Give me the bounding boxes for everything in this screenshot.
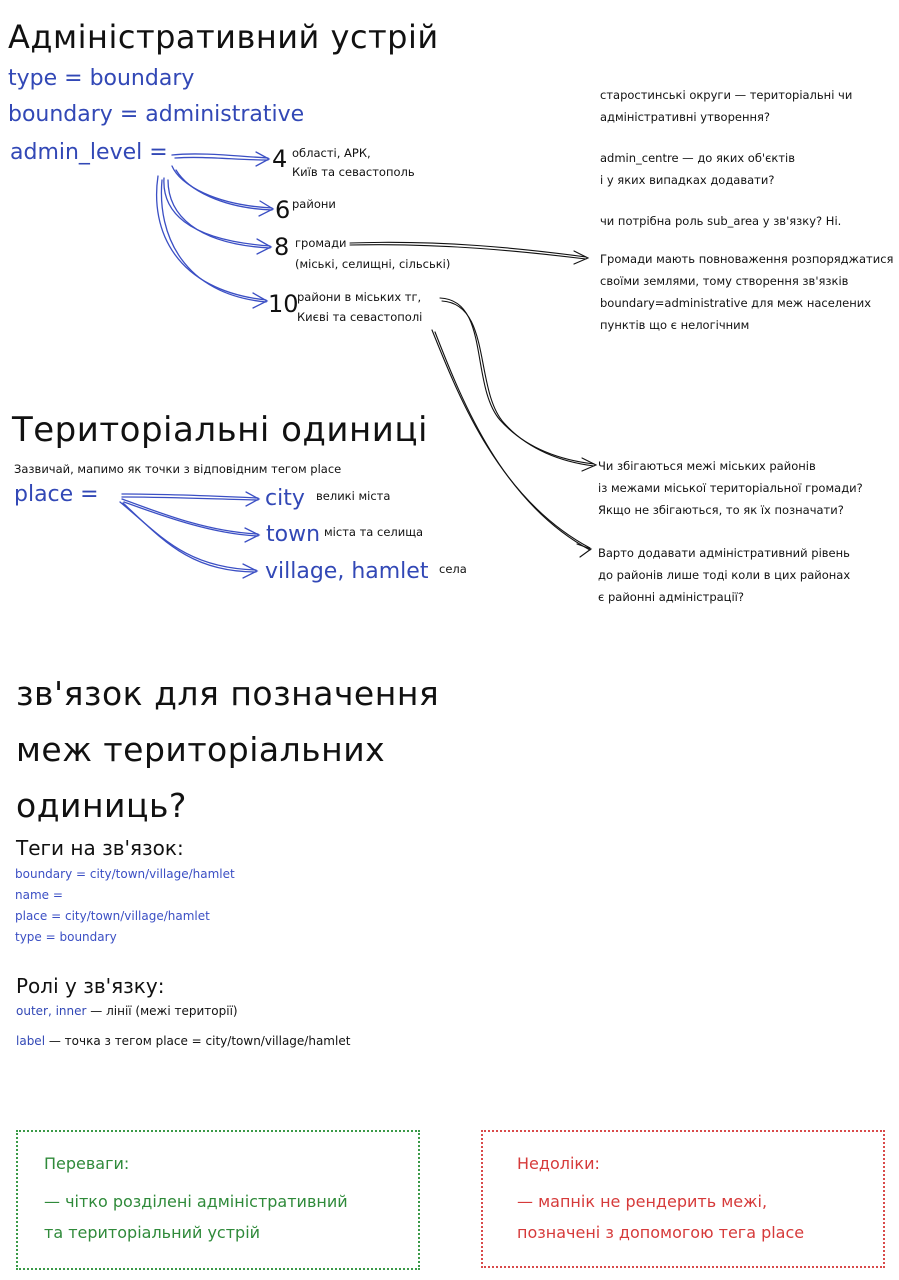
tags-heading: Теги на зв'язок:	[16, 836, 184, 860]
tag-place: place =	[14, 482, 99, 507]
level-10-desc: райони в міських тг, Києві та севастополі	[297, 290, 423, 324]
arrow-place-town	[122, 499, 258, 534]
arrow-admin-level-8	[164, 178, 270, 246]
place-city: city	[265, 486, 305, 511]
territorial-subtitle: Зазвичай, мапимо як точки з відповідним тегом place	[14, 462, 342, 476]
pros-title: Переваги:	[44, 1154, 130, 1173]
arrow-districts-note2	[432, 330, 590, 548]
admin-title: Адміністративний устрій	[8, 18, 439, 56]
territorial-title: Територіальні одиниці	[12, 410, 428, 450]
role-label: label — точка з тегом place = city/town/village/hamlet	[16, 1034, 351, 1048]
arrow-districts-note1	[440, 298, 594, 464]
place-village: village, hamlet	[265, 559, 429, 584]
cons-title: Недоліки:	[517, 1154, 600, 1173]
arrow-admin-level-10	[157, 176, 266, 300]
roles-heading: Ролі у зв'язку:	[16, 974, 165, 998]
note-city-districts: Чи збігаються межі міських районів із межами міської територіальної громади? Якщо не збігаються, то як їх позначати?	[598, 459, 863, 517]
relation-title-line3: одиниць?	[16, 786, 187, 825]
level-8: 8	[274, 233, 290, 261]
place-town-desc: міста та селища	[324, 525, 424, 539]
tag-boundary: boundary = administrative	[8, 102, 305, 127]
level-10: 10	[268, 290, 299, 318]
note-sub-area: чи потрібна роль sub_area у зв'язку? Ні.	[600, 214, 842, 228]
role-outer-inner: outer, inner — лінії (межі території)	[16, 1004, 238, 1018]
relation-title-line1: зв'язок для позначення	[16, 674, 440, 713]
relation-title-line2: меж територіальних	[16, 730, 386, 769]
level-6: 6	[275, 196, 291, 224]
note-admin-centre: admin_centre — до яких об'єктів і у яких випадках додавати?	[600, 151, 796, 187]
level-4-desc: області, АРК, Київ та севастополь	[292, 146, 415, 179]
note-starostynski: старостинські округи — територіальні чи адміністративні утворення?	[600, 88, 853, 124]
level-6-desc: райони	[292, 197, 336, 211]
place-city-desc: великі міста	[316, 489, 391, 503]
arrow-place-village	[120, 502, 256, 570]
pros-text: — чітко розділені адміністративний та територіальний устрій	[44, 1192, 348, 1242]
note-district-admin: Варто додавати адміністративний рівень до районів лише тоді коли в цих районах є районні адміністрації?	[598, 546, 851, 604]
note-hromady: Громади мають повноваження розпоряджатися своїми землями, тому створення зв'язків boundary=administrative для меж населених пунктів що є нелогічним	[600, 252, 894, 332]
level-4: 4	[272, 145, 288, 173]
cons-text: — мапнік не рендерить межі, позначені з допомогою тега place	[517, 1192, 805, 1242]
level-8-desc: громади (міські, селищні, сільські)	[295, 236, 451, 271]
relation-tags-list: boundary = city/town/village/hamlet name = place = city/town/village/hamlet type = boundary	[15, 867, 235, 944]
tag-type: type = boundary	[8, 66, 195, 91]
tag-admin-level: admin_level =	[10, 140, 168, 165]
place-village-desc: села	[439, 562, 467, 576]
place-town: town	[266, 522, 321, 547]
